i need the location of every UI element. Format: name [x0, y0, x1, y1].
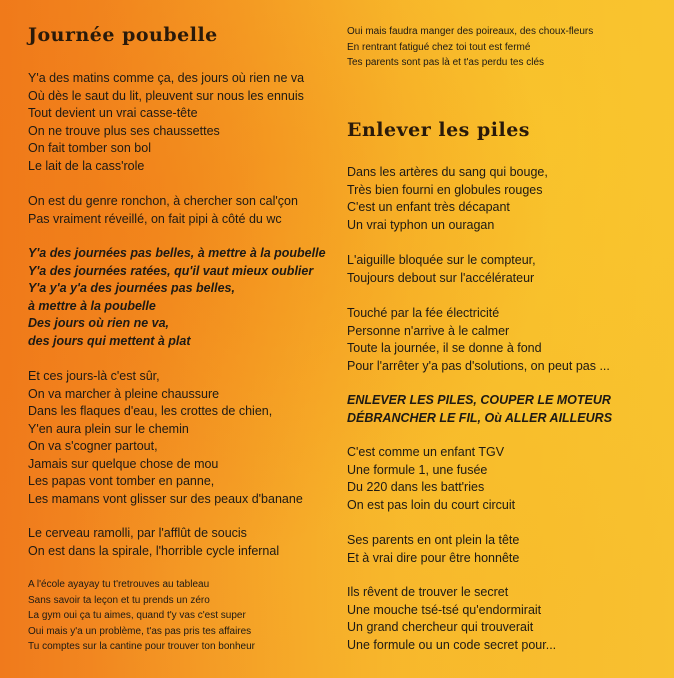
- lyric-line: Sans savoir ta leçon et tu prends un zéro: [28, 594, 210, 606]
- lyric-line: C'est un enfant très décapant: [347, 200, 510, 214]
- lyric-line: On va s'cogner partout,: [28, 439, 158, 453]
- lyric-line: Pas vraiment réveillé, on fait pipi à côté du wc: [28, 211, 282, 226]
- lyric-line: Y'a des matins comme ça, des jours où rien ne va: [28, 71, 305, 85]
- verse-4: [28, 525, 279, 560]
- lyric-line: Les mamans vont glisser sur des peaux d'banane: [28, 491, 303, 506]
- chorus-line: Y'a des journées ratées, qu'il vaut mieux oublier: [28, 263, 314, 278]
- chorus-line: ENLEVER LES PILES, COUPER LE MOTEUR: [347, 393, 611, 407]
- lyric-line: L'aiguille bloquée sur le compteur,: [347, 253, 536, 267]
- lyric-line: Où dès le saut du lit, pleuvent sur nous les ennuis: [28, 88, 304, 103]
- lyric-line: Très bien fourni en globules rouges: [347, 182, 543, 197]
- lyric-line: Et ces jours-là c'est sûr,: [28, 369, 160, 383]
- chorus-line: à mettre à la poubelle: [28, 298, 156, 313]
- lyric-line: On est pas loin du court circuit: [347, 497, 516, 512]
- lyric-line: On est dans la spirale, l'horrible cycle infernal: [28, 543, 280, 558]
- lyric-line: Personne n'arrive à le calmer: [347, 323, 510, 338]
- verse-2: [347, 252, 536, 287]
- verse-1: [347, 164, 548, 234]
- verse-3: [347, 305, 610, 375]
- verse-1: [28, 70, 304, 175]
- song-title-journee-poubelle: Journée poubelle: [28, 24, 218, 46]
- lyric-line: Une formule 1, une fusée: [347, 462, 488, 477]
- verse-5: [347, 532, 519, 567]
- lyric-line: Y'en aura plein sur le chemin: [28, 421, 189, 436]
- lyric-line: Le lait de la cass'role: [28, 158, 145, 173]
- verse-2: [28, 193, 298, 228]
- verse-5: [28, 577, 255, 655]
- lyric-line: C'est comme un enfant TGV: [347, 445, 505, 459]
- lyric-line: On ne trouve plus ses chaussettes: [28, 123, 220, 138]
- verse-6: [347, 584, 556, 654]
- lyric-line: On est du genre ronchon, à chercher son cal'çon: [28, 194, 298, 208]
- chorus-line: Y'a y'a y'a des journées pas belles,: [28, 281, 235, 295]
- chorus-line: des jours qui mettent à plat: [28, 333, 191, 348]
- lyric-line: Oui mais faudra manger des poireaux, des choux-fleurs: [347, 26, 594, 37]
- lyric-line: Une mouche tsé-tsé qu'endormirait: [347, 602, 542, 617]
- lyric-line: La gym oui ça tu aimes, quand t'y vas c'est super: [28, 610, 246, 621]
- lyric-line: Et à vrai dire pour être honnête: [347, 550, 520, 565]
- verse-4: [347, 444, 515, 514]
- lyric-line: Les papas vont tomber en panne,: [28, 474, 215, 488]
- chorus-line: DÉBRANCHER LE FIL, Où ALLER AILLEURS: [347, 410, 613, 425]
- lyric-line: Pour l'arrêter y'a pas d'solutions, on peut pas ...: [347, 358, 610, 373]
- lyric-line: On va marcher à pleine chaussure: [28, 386, 220, 401]
- lyric-line: En rentrant fatigué chez toi tout est fermé: [347, 41, 531, 53]
- lyric-line: Le cerveau ramolli, par l'afflût de soucis: [28, 526, 247, 540]
- lyric-line: Du 220 dans les batt'ries: [347, 480, 485, 494]
- verse-continuation: [347, 24, 593, 71]
- lyric-line: Jamais sur quelque chose de mou: [28, 456, 219, 471]
- lyric-line: Tu comptes sur la cantine pour trouver ton bonheur: [28, 641, 255, 652]
- lyric-line: Dans les flaques d'eau, les crottes de chien,: [28, 404, 273, 418]
- lyric-line: Toute la journée, il se donne à fond: [347, 341, 542, 355]
- chorus-line: Des jours où rien ne va,: [28, 316, 170, 330]
- lyric-line: Tout devient un vrai casse-tête: [28, 106, 198, 120]
- chorus-line: Y'a des journées pas belles, à mettre à la poubelle: [28, 246, 326, 260]
- lyric-line: Un grand chercheur qui trouverait: [347, 620, 534, 634]
- song-title-enlever-les-piles: Enlever les piles: [347, 119, 530, 141]
- lyric-line: Ils rêvent de trouver le secret: [347, 585, 509, 599]
- lyric-line: Toujours debout sur l'accélérateur: [347, 270, 535, 285]
- chorus: [28, 245, 326, 350]
- chorus: [347, 392, 612, 427]
- lyric-line: Tes parents sont pas là et t'as perdu tes clés: [347, 57, 545, 68]
- verse-3: [28, 368, 303, 508]
- lyric-line: Touché par la fée électricité: [347, 306, 500, 320]
- lyric-line: A l'école ayayay tu t'retrouves au tableau: [28, 579, 210, 590]
- lyric-line: Une formule ou un code secret pour...: [347, 637, 557, 652]
- lyric-line: Dans les artères du sang qui bouge,: [347, 165, 548, 179]
- lyric-line: Ses parents en ont plein la tête: [347, 533, 520, 547]
- lyric-line: On fait tomber son bol: [28, 141, 151, 155]
- lyric-line: Un vrai typhon un ouragan: [347, 217, 495, 232]
- lyric-line: Oui mais y'a un problème, t'as pas pris tes affaires: [28, 625, 252, 637]
